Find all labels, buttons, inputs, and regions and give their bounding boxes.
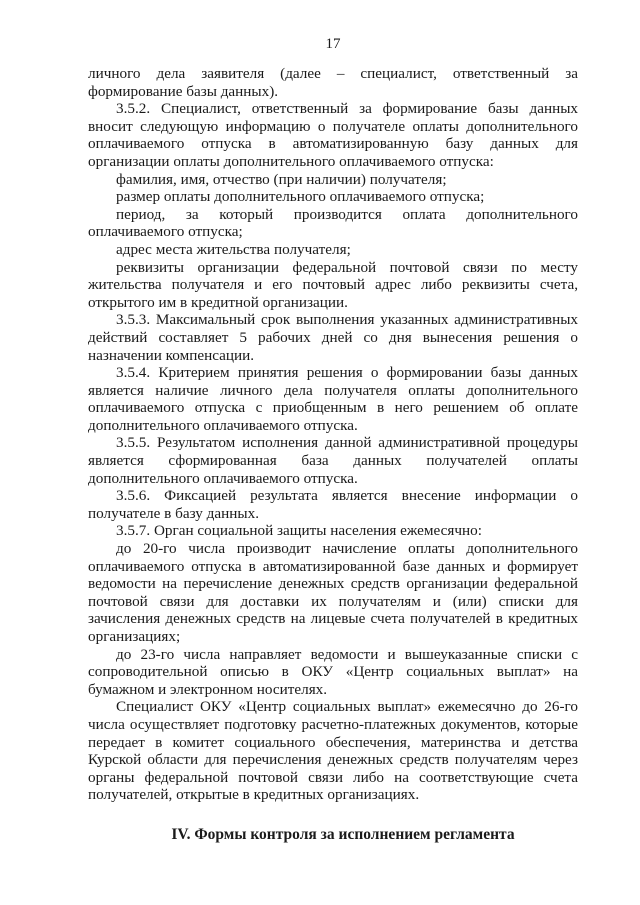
paragraph: 3.5.2. Специалист, ответственный за формирование базы данных вносит следующую информацию о получателе оплаты дополнительного оплачиваемого отпуска в автоматизированную базу данных для организации оплаты дополнительного оплачиваемого отпуска: — [88, 100, 578, 170]
paragraph: 3.5.3. Максимальный срок выполнения указанных административных действий составляет 5 рабочих дней со дня вынесения решения о назначении компенсации. — [88, 311, 578, 364]
paragraph: период, за который производится оплата дополнительного оплачиваемого отпуска; — [88, 205, 578, 241]
paragraph: реквизиты организации федеральной почтовой связи по месту жительства получателя и его почтовый адрес либо реквизиты счета, открытого им в кредитной организации. — [88, 258, 578, 311]
paragraph: личного дела заявителя (далее – специалист, ответственный за формирование базы данных). — [88, 65, 578, 100]
paragraph: до 23-го числа направляет ведомости и вышеуказанные списки с сопроводительной описью в ОКУ «Центр социальных выплат» на бумажном и электронном носителях. — [88, 645, 578, 698]
paragraph: до 20-го числа производит начисление оплаты дополнительного оплачиваемого отпуска в автоматизированной базе данных и формирует ведомости на перечисление денежных средств организации федеральной почтовой связи для доставки их получателям и (или) списки для зачисления денежных средств на лицевые счета получателей в кредитных организациях; — [88, 540, 578, 645]
paragraph: 3.5.6. Фиксацией результата является внесение информации о получателе в базу данных. — [88, 487, 578, 522]
paragraph: размер оплаты дополнительного оплачиваемого отпуска; — [116, 188, 485, 206]
document-body — [88, 65, 578, 804]
paragraph: 3.5.7. Орган социальной защиты населения ежемесячно: — [116, 522, 482, 540]
section-heading: IV. Формы контроля за исполнением регламента — [171, 825, 515, 843]
paragraph: Специалист ОКУ «Центр социальных выплат» ежемесячно до 26-го числа осуществляет подготовку расчетно-платежных документов, которые передает в комитет социального обеспечения, материнства и детства Курской области для перечисления денежных средств получателям через органы федеральной почтовой связи либо на соответствующие счета получателей, открытые в кредитных организациях. — [88, 698, 578, 804]
paragraph: фамилия, имя, отчество (при наличии) получателя; — [116, 170, 447, 188]
paragraph: 3.5.5. Результатом исполнения данной административной процедуры является сформированная база данных получателей оплаты дополнительного оплачиваемого отпуска. — [88, 434, 578, 487]
paragraph: адрес места жительства получателя; — [116, 240, 351, 258]
paragraph: 3.5.4. Критерием принятия решения о формировании базы данных является наличие личного дела получателя оплаты дополнительного оплачиваемого отпуска с приобщенным в него решением об оплате дополнительного оплачиваемого отпуска. — [88, 364, 578, 434]
page-number: 17 — [325, 36, 341, 52]
